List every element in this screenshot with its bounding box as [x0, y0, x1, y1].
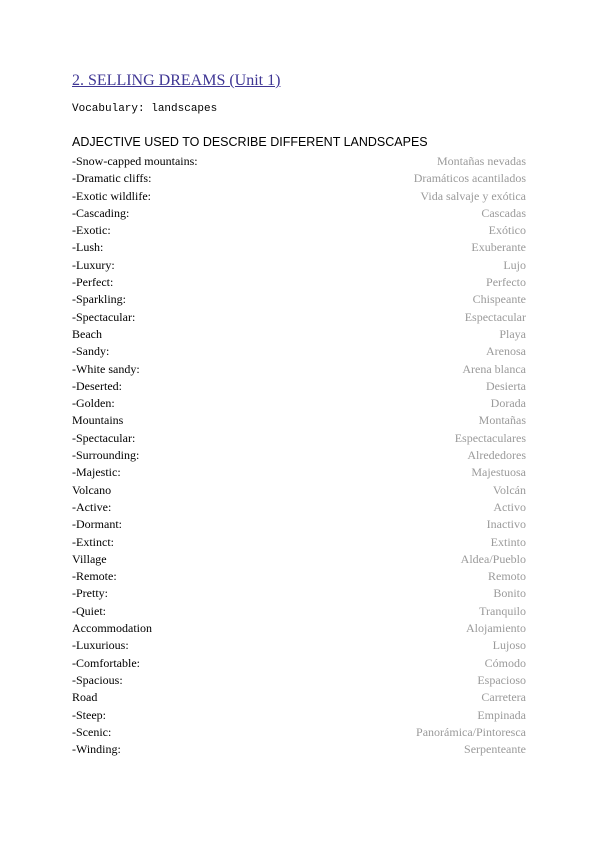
spanish-translation: Playa [499, 326, 526, 341]
english-term: -Golden: [72, 396, 115, 411]
english-term: -Luxury: [72, 257, 115, 272]
vocabulary-row [72, 291, 526, 308]
english-term: -Winding: [72, 742, 121, 757]
english-term: Accommodation [72, 621, 152, 636]
spanish-translation: Perfecto [486, 275, 526, 290]
spanish-translation: Volcán [492, 482, 526, 497]
english-term: -Spectacular: [72, 430, 136, 445]
spanish-translation: Vida salvaje y exótica [420, 188, 526, 203]
vocabulary-row [72, 464, 526, 481]
english-term: Village [72, 551, 107, 566]
english-term: -Comfortable: [72, 655, 140, 670]
spanish-translation: Desierta [486, 378, 526, 393]
vocabulary-row [72, 326, 526, 343]
spanish-translation: Dramáticos acantilados [413, 171, 526, 186]
vocabulary-list [72, 153, 526, 758]
vocabulary-row [72, 741, 526, 758]
spanish-translation: Arena blanca [462, 361, 526, 376]
vocabulary-row [72, 707, 526, 724]
spanish-translation: Aldea/Pueblo [460, 551, 526, 566]
page-subtitle: Vocabulary: landscapes [72, 103, 218, 115]
english-term: -Extinct: [72, 534, 114, 549]
english-term: -Sparkling: [72, 292, 126, 307]
vocabulary-row [72, 430, 526, 447]
english-term: -Majestic: [72, 465, 121, 480]
spanish-translation: Arenosa [486, 344, 526, 359]
english-term: -Quiet: [72, 603, 106, 618]
spanish-translation: Inactivo [486, 517, 526, 532]
english-term: -Pretty: [72, 586, 108, 601]
vocabulary-row [72, 551, 526, 568]
spanish-translation: Remoto [488, 569, 526, 584]
vocabulary-row [72, 655, 526, 672]
vocabulary-row [72, 620, 526, 637]
english-term: -Spectacular: [72, 309, 136, 324]
english-term: -Dramatic cliffs: [72, 171, 152, 186]
vocabulary-row [72, 274, 526, 291]
page-title: 2. SELLING DREAMS (Unit 1) [72, 72, 281, 89]
english-term: -Steep: [72, 707, 106, 722]
spanish-translation: Montañas nevadas [437, 154, 526, 168]
vocabulary-row [72, 170, 526, 187]
vocabulary-row [72, 343, 526, 360]
spanish-translation: Espectacular [464, 309, 526, 324]
vocabulary-row [72, 222, 526, 239]
vocabulary-row [72, 361, 526, 378]
vocabulary-row [72, 516, 526, 533]
english-term: Beach [72, 326, 102, 341]
vocabulary-row [72, 689, 526, 706]
english-term: -Dormant: [72, 517, 122, 532]
spanish-translation: Serpenteante [464, 742, 526, 757]
english-term: -Snow-capped mountains: [72, 154, 198, 168]
vocabulary-row [72, 153, 526, 170]
vocabulary-row [72, 412, 526, 429]
english-term: -Lush: [72, 240, 104, 255]
spanish-translation: Alrededores [467, 448, 526, 463]
spanish-translation: Espectaculares [454, 430, 526, 445]
vocabulary-row [72, 585, 526, 602]
vocabulary-row [72, 637, 526, 654]
vocabulary-row [72, 447, 526, 464]
spanish-translation: Montañas [478, 413, 526, 428]
english-term: -Luxurious: [72, 638, 129, 653]
spanish-translation: Alojamiento [466, 621, 526, 636]
spanish-translation: Cascadas [481, 205, 526, 220]
english-term: -Perfect: [72, 275, 114, 290]
spanish-translation: Bonito [493, 586, 526, 601]
spanish-translation: Carretera [481, 690, 526, 705]
vocabulary-row [72, 724, 526, 741]
spanish-translation: Empinada [477, 707, 526, 722]
english-term: -Exotic: [72, 223, 111, 238]
spanish-translation: Lujoso [492, 638, 526, 653]
vocabulary-row [72, 188, 526, 205]
english-term: Volcano [72, 482, 112, 497]
vocabulary-row [72, 534, 526, 551]
english-term: -Surrounding: [72, 448, 140, 463]
spanish-translation: Panorámica/Pintoresca [416, 724, 526, 739]
vocabulary-row [72, 239, 526, 256]
spanish-translation: Majestuosa [471, 465, 526, 480]
english-term: -Scenic: [72, 724, 112, 739]
section-heading: ADJECTIVE USED TO DESCRIBE DIFFERENT LANDSCAPES [72, 135, 428, 149]
vocabulary-row [72, 482, 526, 499]
spanish-translation: Extinto [490, 534, 526, 549]
spanish-translation: Chispeante [472, 292, 526, 307]
vocabulary-row [72, 603, 526, 620]
vocabulary-row [72, 378, 526, 395]
english-term: -Spacious: [72, 672, 123, 687]
vocabulary-row [72, 257, 526, 274]
english-term: -Sandy: [72, 344, 110, 359]
spanish-translation: Dorada [490, 396, 526, 411]
spanish-translation: Espacioso [477, 672, 526, 687]
spanish-translation: Lujo [503, 257, 526, 272]
vocabulary-row [72, 309, 526, 326]
english-term: -Cascading: [72, 205, 130, 220]
english-term: Mountains [72, 413, 124, 428]
spanish-translation: Exuberante [471, 240, 526, 255]
spanish-translation: Exótico [488, 223, 526, 238]
spanish-translation: Activo [493, 499, 526, 514]
english-term: -Active: [72, 499, 112, 514]
english-term: -Deserted: [72, 378, 122, 393]
spanish-translation: Tranquilo [479, 603, 526, 618]
vocabulary-row [72, 205, 526, 222]
vocabulary-row [72, 499, 526, 516]
spanish-translation: Cómodo [484, 655, 526, 670]
vocabulary-row [72, 395, 526, 412]
english-term: -Remote: [72, 569, 117, 584]
vocabulary-row [72, 568, 526, 585]
english-term: Road [72, 690, 98, 705]
english-term: -White sandy: [72, 361, 140, 376]
english-term: -Exotic wildlife: [72, 188, 151, 203]
vocabulary-row [72, 672, 526, 689]
